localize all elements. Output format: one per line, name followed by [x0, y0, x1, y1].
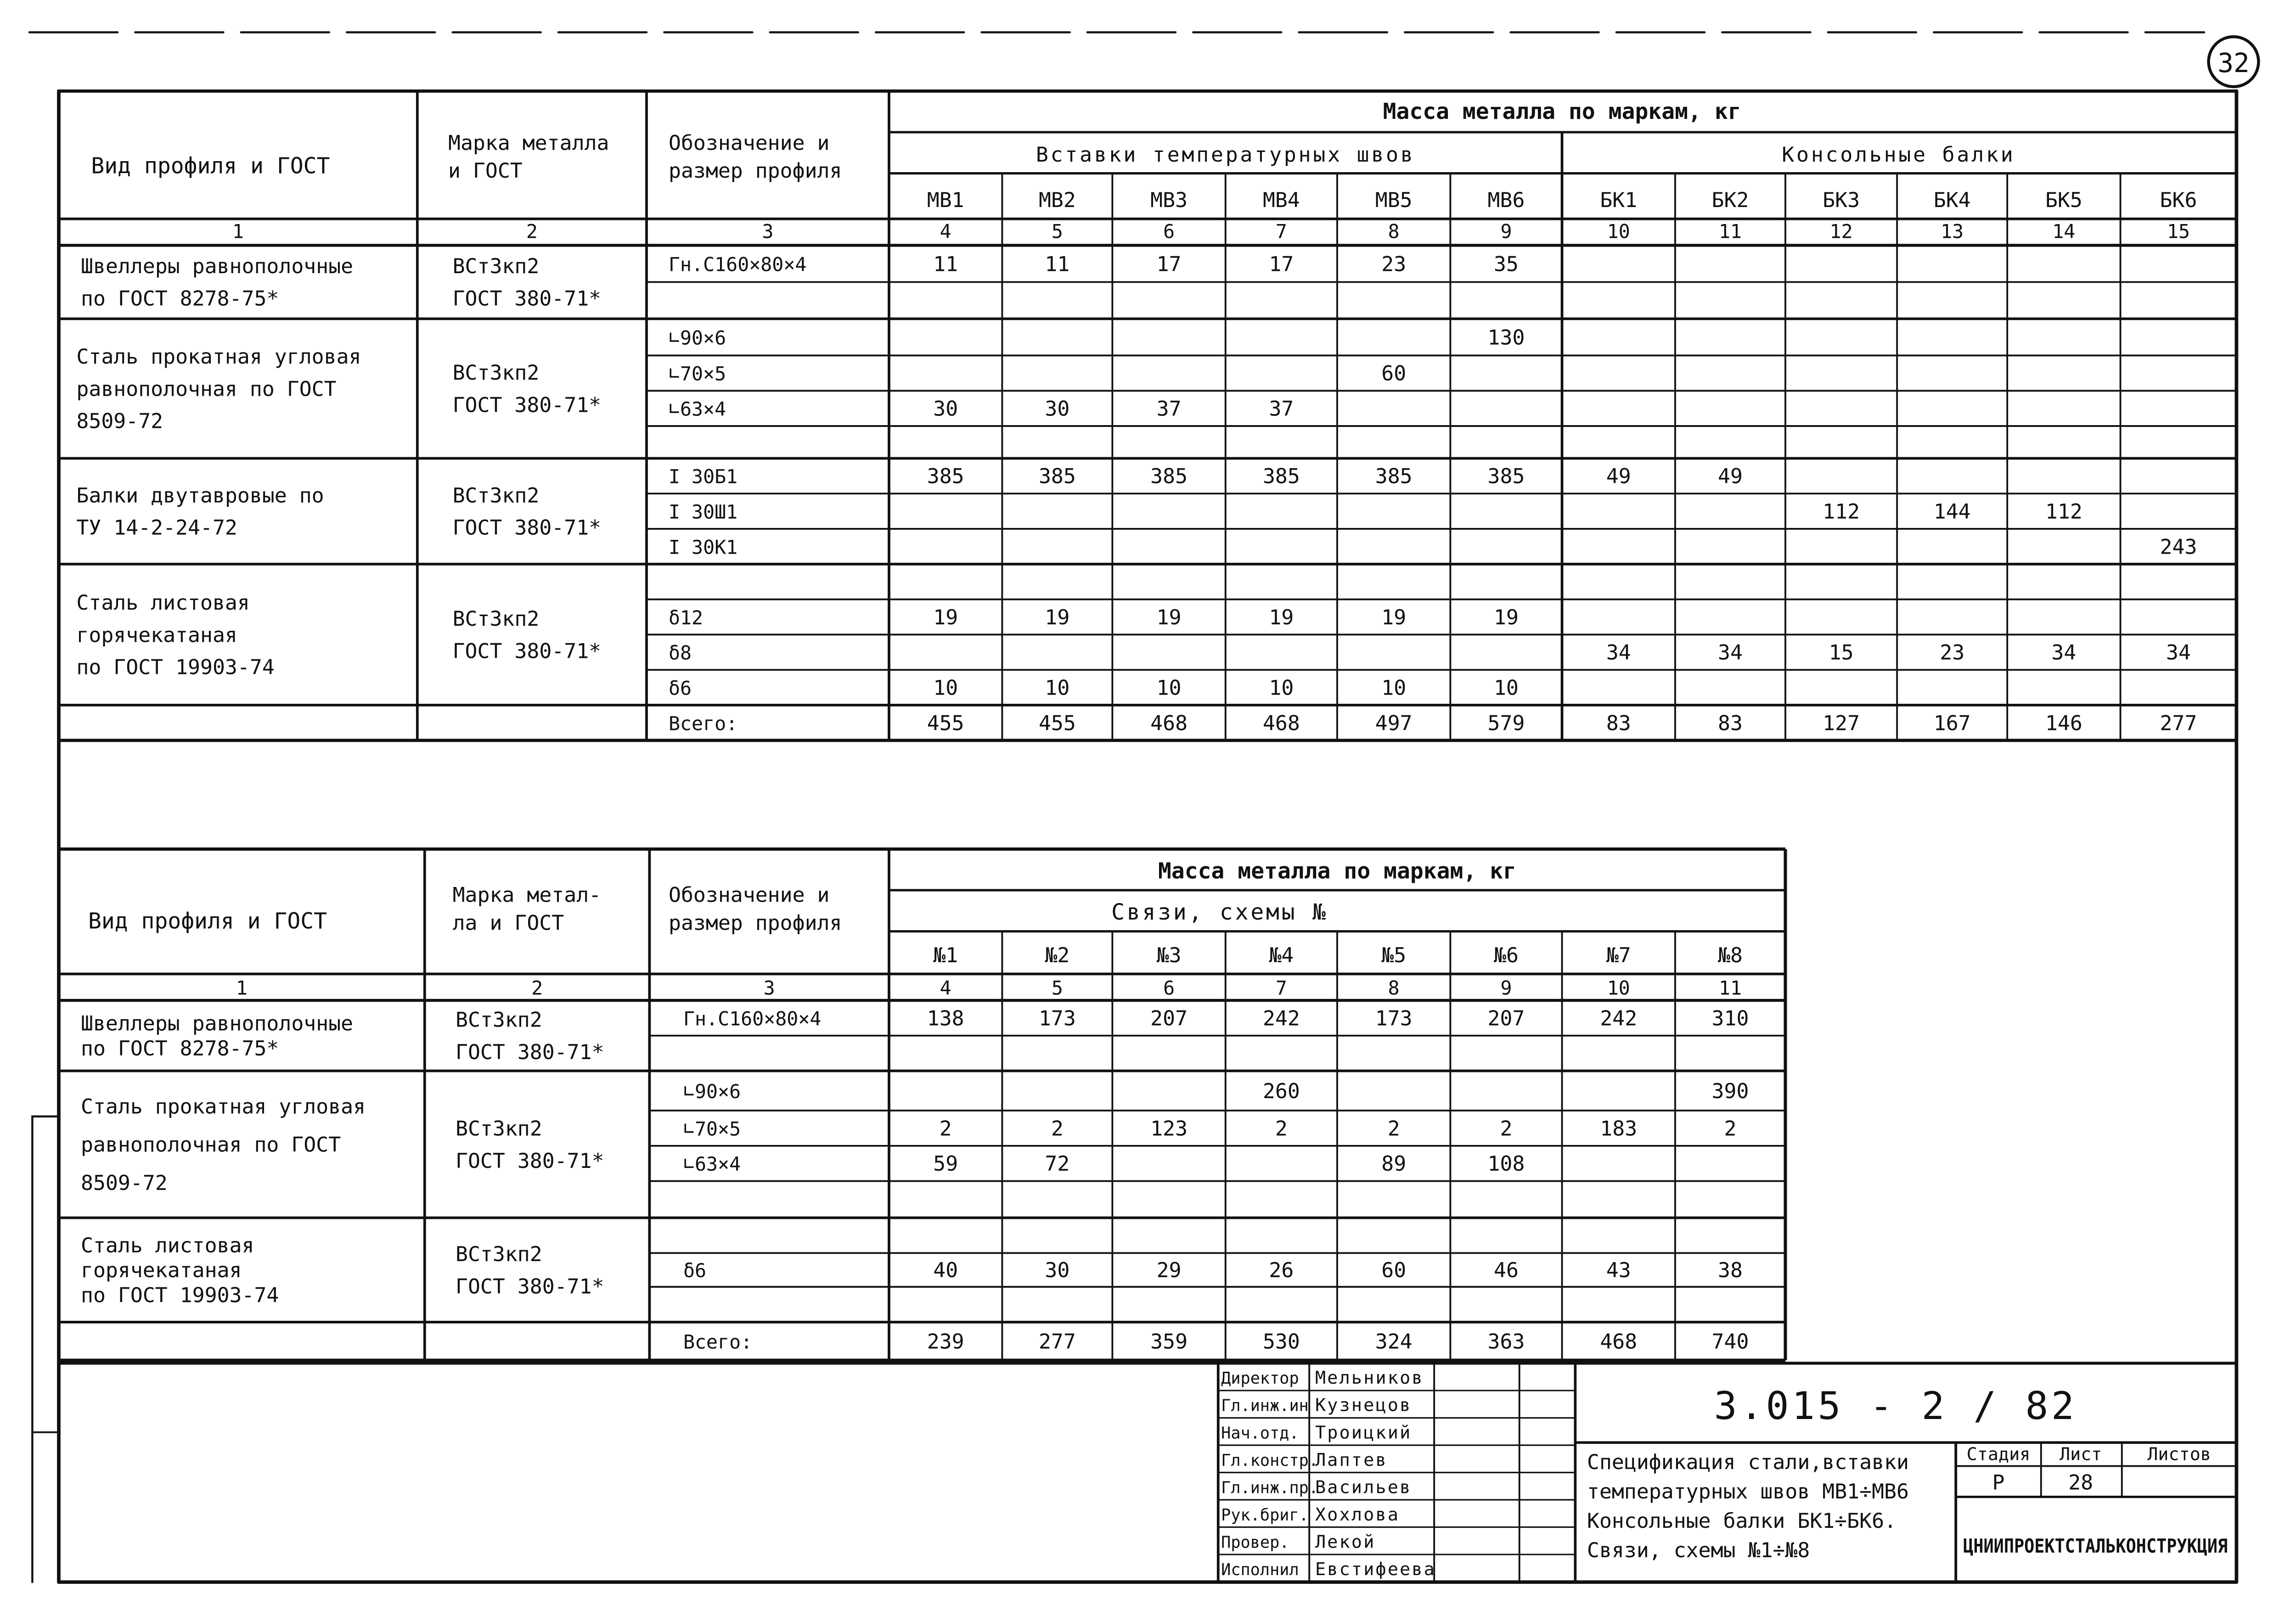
table2-header-size: Обозначение и [669, 882, 830, 907]
table1-colnum: 13 [1941, 220, 1964, 243]
table2-colnum: 7 [1275, 976, 1287, 999]
table2-colnum: 11 [1718, 976, 1742, 999]
table2-mark: №4 [1269, 942, 1294, 967]
table1-size-text: Гн.С160×80×4 [669, 253, 807, 276]
table2-value: 38 [1718, 1258, 1743, 1283]
table1-size-text: Всего: [669, 712, 738, 735]
table2-value: 2 [1387, 1116, 1400, 1141]
table1-value: 30 [1045, 396, 1070, 421]
table1-value: 11 [1045, 252, 1070, 276]
table1-value: 11 [933, 252, 958, 276]
table1-size-text: I 30К1 [669, 536, 738, 559]
table2-value: 207 [1150, 1006, 1188, 1031]
table2-header-size: размер профиля [669, 910, 842, 935]
table2-value: 2 [1724, 1116, 1737, 1141]
table2-value: 183 [1600, 1116, 1638, 1141]
table2-value: 89 [1381, 1151, 1407, 1176]
table1-value: 34 [1718, 640, 1743, 665]
document-code: 3.015 - 2 / 82 [1714, 1384, 2077, 1429]
sheet-number: 32 [2217, 47, 2250, 79]
table1-header-size: размер профиля [669, 158, 842, 183]
table2-colnum: 4 [940, 976, 951, 999]
table2-value: 242 [1600, 1006, 1638, 1031]
table2-value: 173 [1375, 1006, 1412, 1031]
table1-value: 60 [1381, 361, 1407, 386]
table1-header-grade: и ГОСТ [448, 158, 523, 183]
table2-value: 72 [1045, 1151, 1070, 1176]
table2-colnum: 1 [236, 976, 248, 999]
table2-value: 46 [1494, 1258, 1519, 1283]
table2-header-profile: Вид профиля и ГОСТ [88, 908, 327, 934]
table2-value: 30 [1045, 1258, 1070, 1283]
table2-value: 359 [1150, 1329, 1188, 1354]
table1-value: 19 [1269, 605, 1294, 629]
table2-mark: №3 [1156, 942, 1182, 967]
table2-colnum: 10 [1607, 976, 1630, 999]
table2-value: 138 [927, 1006, 964, 1031]
table2-header-grade: Марка метал- [452, 882, 602, 907]
table1-value: 579 [1487, 711, 1525, 735]
table1-header-grade: Марка металла [448, 130, 609, 155]
table1-colnum: 9 [1500, 220, 1512, 243]
table2-value: 277 [1038, 1329, 1076, 1354]
table1-value: 30 [933, 396, 958, 421]
table1-value: 49 [1718, 464, 1743, 488]
table1-value: 10 [933, 675, 958, 700]
table1-grade-text: ВСт3кп2 [452, 254, 540, 279]
table1-value: 34 [2166, 640, 2191, 665]
table1-value: 130 [1487, 325, 1525, 350]
table1-mark-МВ3: МВ3 [1150, 188, 1188, 213]
table1-value: 83 [1606, 711, 1631, 735]
table1-value: 468 [1150, 711, 1188, 735]
table2-size-text: ∟63×4 [683, 1153, 741, 1176]
table1-value: 15 [1829, 640, 1854, 665]
signature-role: Исполнил [1221, 1560, 1299, 1579]
table2-colnum: 6 [1163, 976, 1175, 999]
table1-value: 34 [1606, 640, 1631, 665]
table2-value: 40 [933, 1258, 958, 1283]
table1-colnum: 14 [2052, 220, 2076, 243]
table2-value: 242 [1262, 1006, 1300, 1031]
table2-profile-text: по ГОСТ 8278-75* [81, 1036, 279, 1061]
table1-grade-text: ВСт3кп2 [452, 360, 540, 385]
signature-name: Васильев [1315, 1477, 1412, 1498]
table1-colnum: 12 [1829, 220, 1853, 243]
sheets-label: Листов [2147, 1444, 2211, 1465]
signature-name: Мельников [1315, 1368, 1424, 1389]
table1-value: 277 [2160, 711, 2197, 735]
table2-value: 530 [1262, 1329, 1300, 1354]
table1-value: 167 [1933, 711, 1971, 735]
table1-value: 19 [1381, 605, 1407, 629]
table1-value: 17 [1269, 252, 1294, 276]
table1-mark-БК2: БК2 [1711, 188, 1749, 213]
table2-size-text: ∟90×6 [683, 1080, 741, 1103]
signature-name: Лекой [1315, 1531, 1376, 1553]
table2-size-text: Всего: [683, 1330, 753, 1353]
table1-colnum: 10 [1607, 220, 1630, 243]
table1-colnum: 5 [1051, 220, 1063, 243]
sheet-title-line: температурных швов МВ1÷МВ6 [1587, 1479, 1909, 1503]
table2-value: 207 [1487, 1006, 1525, 1031]
table2-size-text: ∟70×5 [683, 1117, 741, 1140]
table2-profile-text: 8509-72 [81, 1170, 168, 1195]
table1-profile-text: равнополочная по ГОСТ [76, 376, 337, 401]
table1-size-text: I 30Б1 [669, 465, 738, 488]
table1-header-profile: Вид профиля и ГОСТ [91, 153, 330, 179]
binding-mark [32, 1116, 59, 1582]
table2-value: 260 [1262, 1078, 1300, 1103]
table1-value: 385 [1150, 464, 1188, 488]
table2-profile-text: равнополочная по ГОСТ [81, 1132, 341, 1157]
table1-size-text: δ6 [669, 677, 692, 700]
table2-value: 324 [1375, 1329, 1412, 1354]
table1-value: 497 [1375, 711, 1412, 735]
table1-value: 34 [2051, 640, 2077, 665]
table2-colnum: 5 [1051, 976, 1063, 999]
table2-grade-text: ГОСТ 380-71* [456, 1274, 604, 1299]
signature-role: Рук.бриг. [1221, 1505, 1309, 1525]
table2-mark: №6 [1494, 942, 1519, 967]
table1-size-text: δ8 [669, 641, 692, 664]
table1-value: 23 [1940, 640, 1965, 665]
table1-value: 10 [1381, 675, 1407, 700]
table1-colnum: 3 [762, 220, 774, 243]
table1-header-size: Обозначение и [669, 130, 830, 155]
table1-value: 146 [2045, 711, 2082, 735]
table1-profile-text: Сталь листовая [76, 590, 250, 615]
table1-profile-text: Сталь прокатная угловая [76, 344, 361, 369]
table2-colnum: 8 [1388, 976, 1400, 999]
table1-mark-БК6: БК6 [2160, 188, 2197, 213]
table2-colnum: 2 [531, 976, 543, 999]
table2-grade-text: ВСт3кп2 [456, 1007, 542, 1032]
table2-value: 239 [927, 1329, 964, 1354]
table1-value: 37 [1269, 396, 1294, 421]
table2-value: 43 [1606, 1258, 1631, 1283]
table1-value: 385 [1262, 464, 1300, 488]
table1-value: 37 [1156, 396, 1182, 421]
stage-value: Р [1992, 1470, 2005, 1495]
table1-grade-text: ГОСТ 380-71* [452, 639, 602, 663]
table1-size-text: δ12 [669, 606, 703, 629]
table2-value: 310 [1711, 1006, 1749, 1031]
table1-value: 385 [1375, 464, 1412, 488]
table1-size-text: I 30Ш1 [669, 500, 738, 523]
signature-role: Гл.инж.пр. [1221, 1478, 1319, 1498]
table2-profile-text: горячекатаная [81, 1258, 242, 1283]
table1-value: 385 [1487, 464, 1525, 488]
table1-header-mass: Масса металла по маркам, кг [1383, 99, 1741, 125]
table2-profile-text: по ГОСТ 19903-74 [81, 1283, 279, 1307]
table2-value: 468 [1600, 1329, 1638, 1354]
table2-value: 60 [1381, 1258, 1407, 1283]
signature-role: Нач.отд. [1221, 1424, 1299, 1443]
table1-header-console: Консольные балки [1782, 142, 2015, 167]
table1-value: 35 [1494, 252, 1519, 276]
table1-colnum: 7 [1275, 220, 1287, 243]
table2-value: 173 [1038, 1006, 1076, 1031]
table2-profile-text: Швеллеры равнополочные [81, 1011, 354, 1036]
table1-colnum: 15 [2167, 220, 2190, 243]
table1-value: 127 [1823, 711, 1860, 735]
table2-value: 123 [1150, 1116, 1188, 1141]
table1-value: 243 [2160, 534, 2197, 559]
table1-value: 10 [1045, 675, 1070, 700]
signature-name: Лаптев [1315, 1449, 1388, 1470]
table1-value: 19 [1045, 605, 1070, 629]
table1-value: 144 [1933, 499, 1971, 524]
table2-grade-text: ГОСТ 380-71* [456, 1040, 604, 1065]
table2-grade-text: ВСт3кп2 [456, 1116, 542, 1141]
table1-grade-text: ГОСТ 380-71* [452, 515, 602, 540]
table2-value: 29 [1156, 1258, 1182, 1283]
table2-value: 2 [1051, 1116, 1064, 1141]
table2-size-text: Гн.С160×80×4 [683, 1007, 822, 1030]
table2-value: 740 [1711, 1329, 1749, 1354]
signature-name: Кузнецов [1315, 1395, 1412, 1416]
table1-grade-text: ВСт3кп2 [452, 606, 540, 631]
table1-mark-БК1: БК1 [1600, 188, 1638, 213]
table2-mark: №7 [1606, 942, 1631, 967]
table1-value: 468 [1262, 711, 1300, 735]
table1-value: 10 [1156, 675, 1182, 700]
organization-name: ЦНИИПРОЕКТСТАЛЬКОНСТРУКЦИЯ [1963, 1535, 2228, 1558]
table1-value: 385 [927, 464, 964, 488]
table2-colnum: 3 [763, 976, 775, 999]
table2-value: 108 [1487, 1151, 1525, 1176]
table1-mark-МВ2: МВ2 [1038, 188, 1076, 213]
signature-name: Евстифеева [1315, 1559, 1436, 1580]
table2-header-mass: Масса металла по маркам, кг [1158, 858, 1517, 884]
table1-colnum: 1 [232, 220, 244, 243]
table2-value: 2 [939, 1116, 952, 1141]
table2-value: 59 [933, 1151, 958, 1176]
sheet-value: 28 [2068, 1470, 2093, 1495]
table1-profile-text: Швеллеры равнополочные [81, 254, 354, 279]
table1-value: 23 [1381, 252, 1407, 276]
table1-size-text: ∟70×5 [669, 362, 726, 385]
table1-value: 112 [1823, 499, 1860, 524]
table1-colnum: 6 [1163, 220, 1175, 243]
table1-value: 19 [1156, 605, 1182, 629]
table1-value: 455 [927, 711, 964, 735]
table2-mark: №8 [1718, 942, 1743, 967]
table2-mark: №5 [1381, 942, 1407, 967]
table1-profile-text: по ГОСТ 8278-75* [81, 286, 279, 311]
table2-value: 390 [1711, 1078, 1749, 1103]
table1-value: 83 [1718, 711, 1743, 735]
table1-mark-МВ5: МВ5 [1375, 188, 1412, 213]
table2-header-grade: ла и ГОСТ [452, 910, 564, 935]
table2-colnum: 9 [1500, 976, 1512, 999]
signature-role: Гл.инж.ин [1221, 1396, 1309, 1415]
table1-profile-text: по ГОСТ 19903-74 [76, 655, 275, 679]
sheet-title-line: Спецификация стали,вставки [1587, 1449, 1909, 1474]
sheet-title-line: Консольные балки БК1÷БК6. [1587, 1508, 1897, 1533]
table2-profile-text: Сталь прокатная угловая [81, 1094, 366, 1119]
table1-grade-text: ВСт3кп2 [452, 483, 540, 508]
table1-mark-МВ6: МВ6 [1487, 188, 1525, 213]
table2-value: 363 [1487, 1329, 1525, 1354]
table1-grade-text: ГОСТ 380-71* [452, 286, 602, 311]
table2-value: 26 [1269, 1258, 1294, 1283]
table2-value: 2 [1275, 1116, 1288, 1141]
table2-mark: №2 [1045, 942, 1070, 967]
table1-profile-text: Балки двутавровые по [76, 483, 324, 508]
signature-role: Гл.констр. [1221, 1451, 1319, 1470]
table1-header-inserts: Вставки температурных швов [1035, 142, 1415, 167]
table2-value: 2 [1500, 1116, 1513, 1141]
table1-colnum: 2 [526, 220, 538, 243]
table1-value: 10 [1494, 675, 1519, 700]
table1-profile-text: 8509-72 [76, 409, 163, 433]
table1-mark-БК4: БК4 [1933, 188, 1971, 213]
table1-value: 19 [1494, 605, 1519, 629]
table1-colnum: 4 [940, 220, 951, 243]
stage-label: Стадия [1966, 1444, 2031, 1465]
table1-value: 385 [1038, 464, 1076, 488]
sheet-label: Лист [2059, 1444, 2102, 1465]
table2-size-text: δ6 [683, 1259, 707, 1282]
signature-role: Провер. [1221, 1533, 1289, 1552]
table1-mark-МВ4: МВ4 [1262, 188, 1300, 213]
table1-colnum: 8 [1388, 220, 1400, 243]
table1-size-text: ∟90×6 [669, 326, 726, 349]
table1-value: 19 [933, 605, 958, 629]
table2-grade-text: ВСт3кп2 [456, 1242, 542, 1267]
table1-value: 112 [2045, 499, 2082, 524]
table1-colnum: 11 [1718, 220, 1742, 243]
table1-mark-МВ1: МВ1 [927, 188, 964, 213]
signature-name: Хохлова [1315, 1504, 1400, 1525]
table2-profile-text: Сталь листовая [81, 1233, 254, 1257]
table1-value: 455 [1038, 711, 1076, 735]
spec-tables [59, 91, 2236, 1360]
table1-value: 49 [1606, 464, 1631, 488]
table1-size-text: ∟63×4 [669, 398, 726, 421]
signature-name: Троицкий [1315, 1422, 1412, 1443]
table1-grade-text: ГОСТ 380-71* [452, 393, 602, 417]
title-block [59, 1363, 2236, 1582]
table2-grade-text: ГОСТ 380-71* [456, 1148, 604, 1173]
table1-profile-text: ТУ 14-2-24-72 [76, 515, 237, 540]
table2-header-links: Связи, схемы № [1111, 899, 1328, 926]
table2-mark: №1 [933, 942, 958, 967]
table1-value: 10 [1269, 675, 1294, 700]
table1-profile-text: горячекатаная [76, 623, 237, 647]
table1-mark-БК3: БК3 [1823, 188, 1860, 213]
sheet-title-line: Связи, схемы №1÷№8 [1587, 1537, 1810, 1562]
signature-role: Директор [1221, 1369, 1299, 1388]
table1-mark-БК5: БК5 [2045, 188, 2082, 213]
table1-value: 17 [1156, 252, 1182, 276]
